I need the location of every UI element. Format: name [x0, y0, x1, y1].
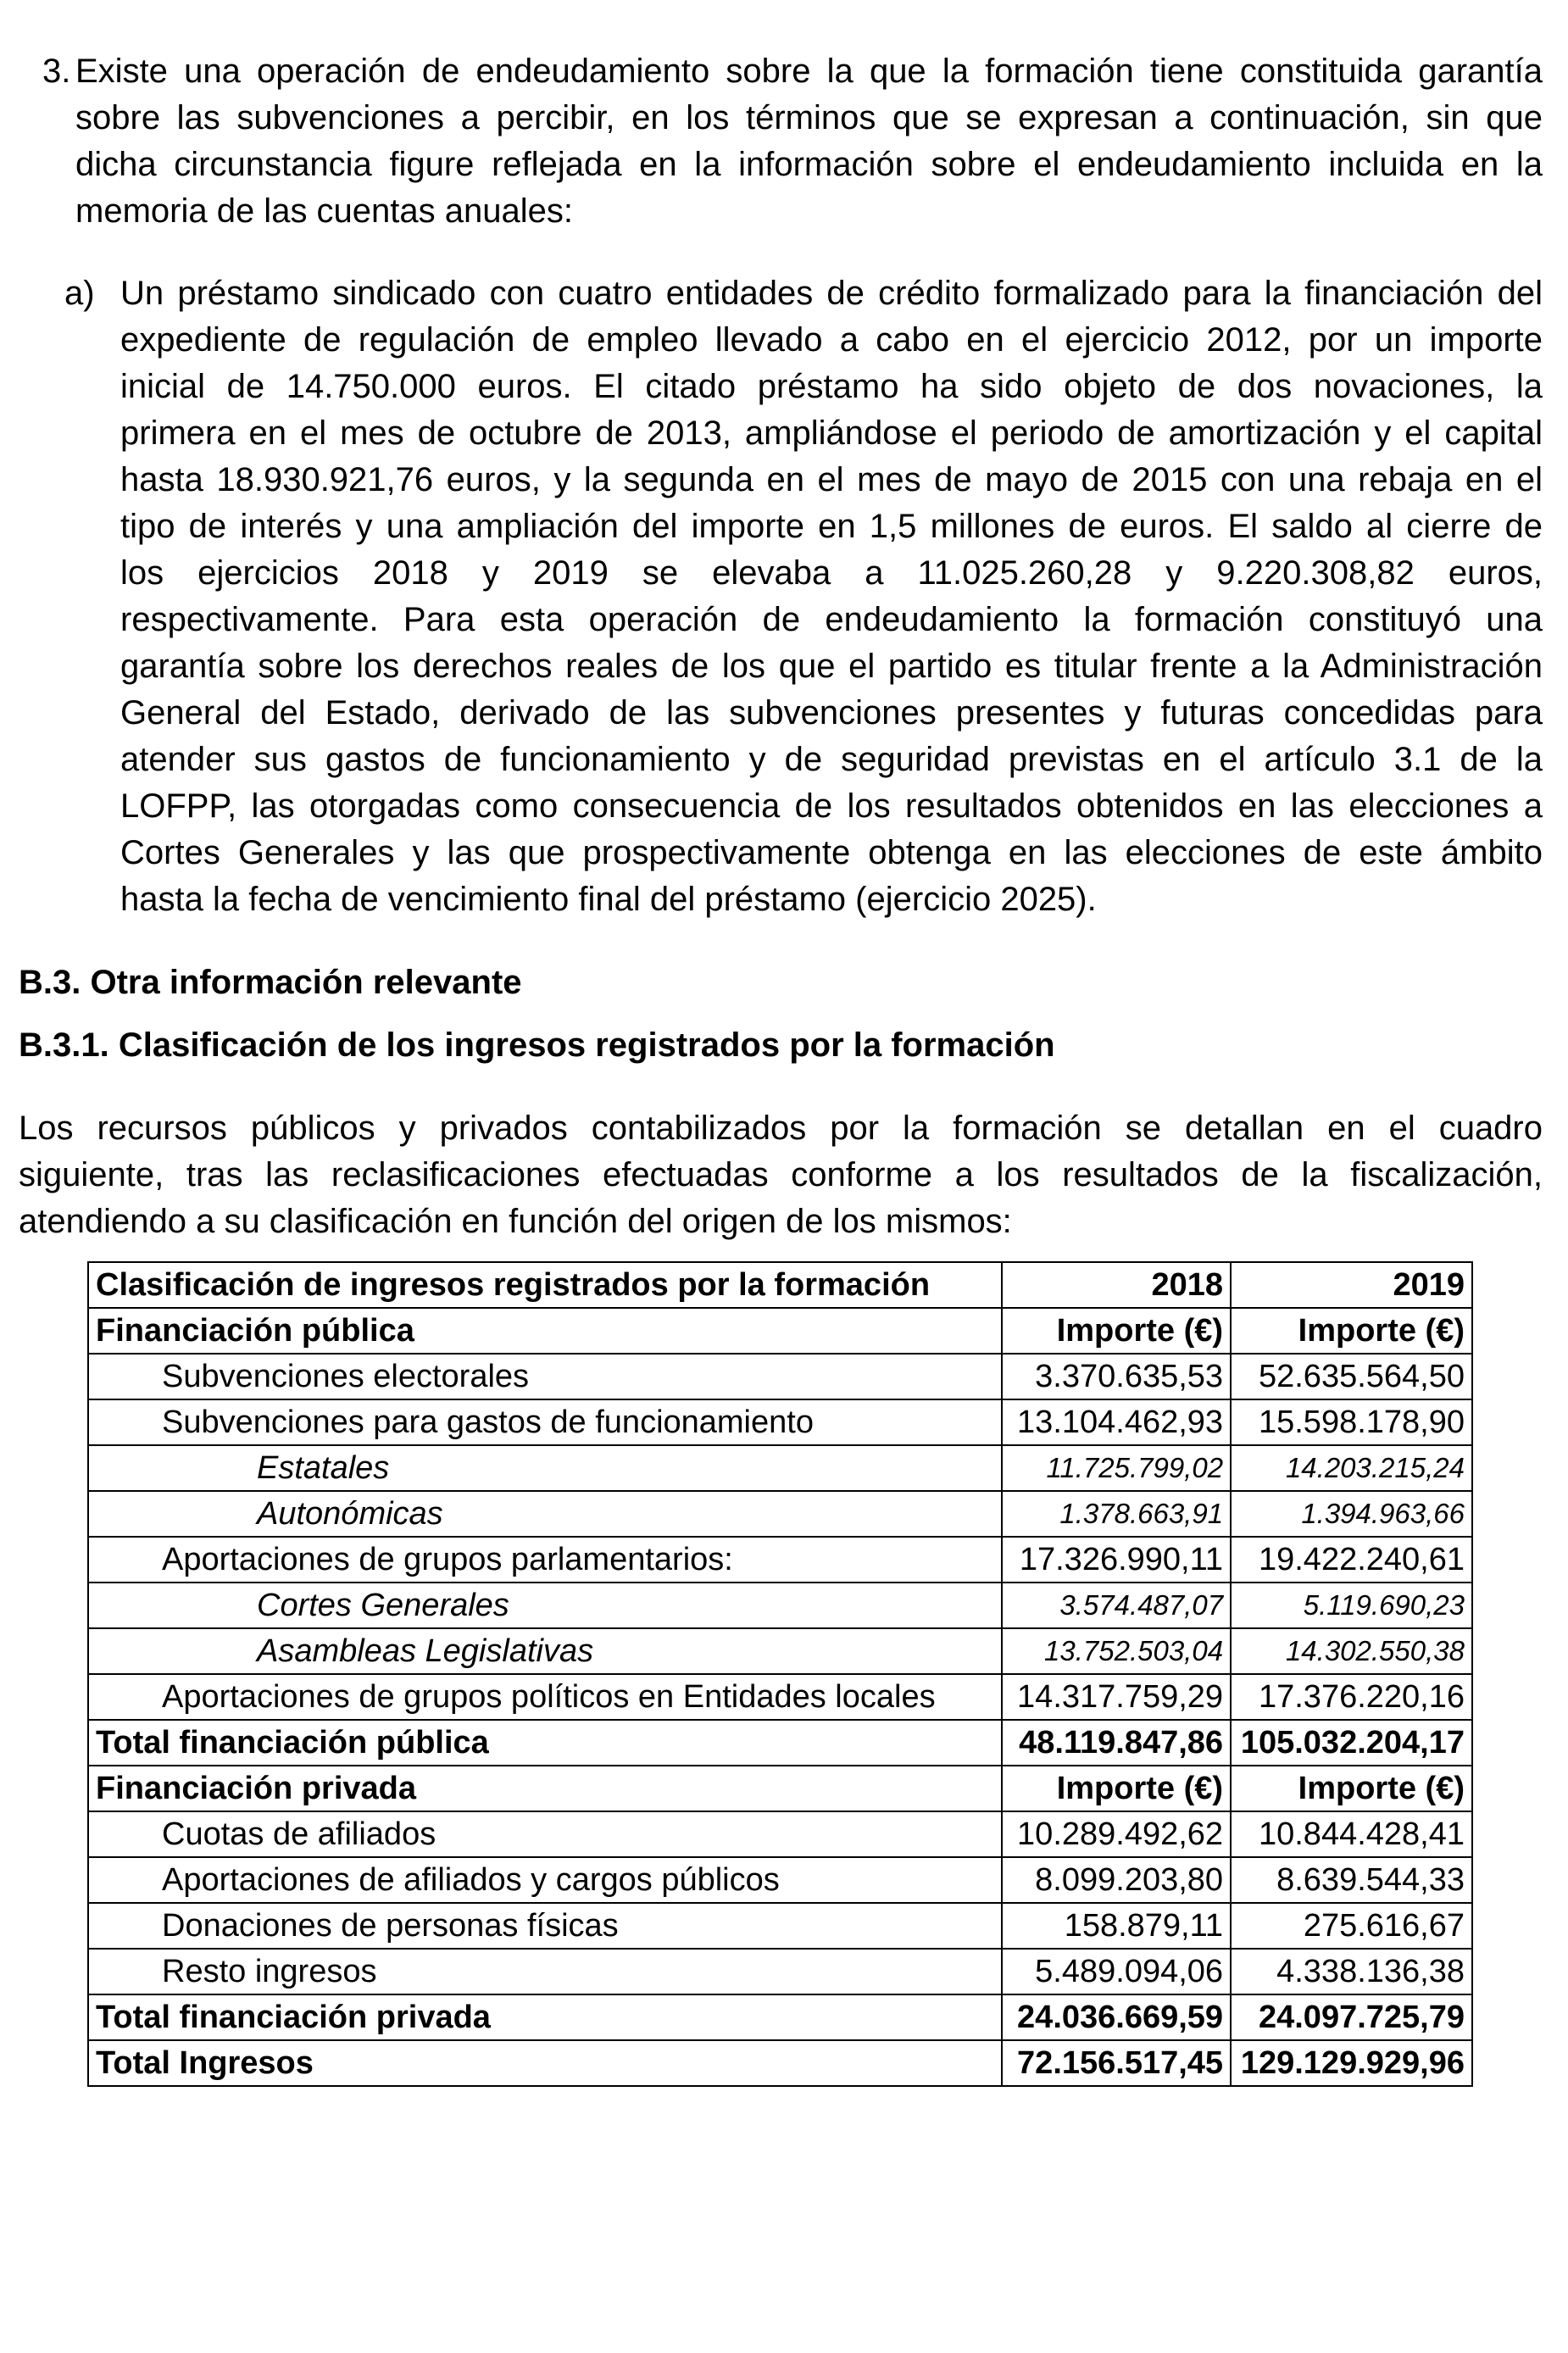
table-cell: 14.317.759,29	[1002, 1674, 1231, 1720]
paragraph-line: hasta la fecha de vencimiento final del préstamo (ejercicio 2025).	[120, 881, 1097, 918]
table-cell: Cortes Generales	[88, 1583, 1002, 1628]
table-cell: Total financiación pública	[88, 1720, 1002, 1766]
table-section-row	[88, 1308, 1472, 1354]
table-cell: 14.203.215,24	[1231, 1445, 1472, 1491]
table-cell: Importe (€)	[1002, 1766, 1231, 1811]
table-cell: 1.378.663,91	[1002, 1491, 1231, 1537]
table-cell: 5.489.094,06	[1002, 1949, 1231, 1994]
intro-paragraph	[19, 1105, 1543, 1245]
table-cell: 10.289.492,62	[1002, 1811, 1231, 1857]
paragraph-line: expediente de regulación de empleo llevado a cabo en el ejercicio 2012, por un importe	[120, 321, 1543, 359]
table-row	[88, 1674, 1472, 1720]
paragraph-line: General del Estado, derivado de las subvenciones presentes y futuras concedidas para	[120, 694, 1543, 731]
paragraph-line: inicial de 14.750.000 euros. El citado préstamo ha sido objeto de dos novaciones, la	[120, 368, 1543, 405]
table-row	[88, 1445, 1472, 1491]
paragraph-line: LOFPP, las otorgadas como consecuencia de los resultados obtenidos en las elecciones a	[120, 787, 1543, 825]
subsection-heading: B.3.1. Clasificación de los ingresos registrados por la formación	[19, 1026, 1055, 1064]
paragraph-line: Los recursos públicos y privados contabilizados por la formación se detallan en el cuadro	[19, 1110, 1543, 1147]
item-number: 3.	[42, 53, 71, 90]
table-row	[88, 1354, 1472, 1399]
table-total-row	[88, 1994, 1472, 2040]
table-section-row	[88, 1766, 1472, 1811]
table-cell: Aportaciones de grupos políticos en Entidades locales	[88, 1674, 1002, 1720]
table-cell: 13.104.462,93	[1002, 1399, 1231, 1445]
table-cell: 105.032.204,17	[1231, 1720, 1472, 1766]
paragraph-line: memoria de las cuentas anuales:	[75, 192, 573, 230]
table-cell: 17.326.990,11	[1002, 1537, 1231, 1583]
table-row	[88, 1811, 1472, 1857]
table-cell: Asambleas Legislativas	[88, 1628, 1002, 1674]
table-header-row	[88, 1262, 1472, 1308]
paragraph-line: tipo de interés y una ampliación del importe en 1,5 millones de euros. El saldo al cierre de	[120, 508, 1543, 545]
header-cell: 2018	[1002, 1262, 1231, 1308]
table-cell: Financiación pública	[88, 1308, 1002, 1354]
paragraph-line: respectivamente. Para esta operación de endeudamiento la formación constituyó una	[120, 601, 1543, 638]
table-cell: Aportaciones de afiliados y cargos públicos	[88, 1857, 1002, 1903]
paragraph-line: hasta 18.930.921,76 euros, y la segunda en el mes de mayo de 2015 con una rebaja en el	[120, 461, 1543, 498]
paragraph-line: Existe una operación de endeudamiento sobre la que la formación tiene constituida garantía	[75, 53, 1543, 90]
table-cell: 19.422.240,61	[1231, 1537, 1472, 1583]
table-cell: 10.844.428,41	[1231, 1811, 1472, 1857]
table-cell: 72.156.517,45	[1002, 2040, 1231, 2086]
table-cell: Total financiación privada	[88, 1994, 1002, 2040]
item-a-paragraph	[120, 270, 1543, 923]
table-row	[88, 1949, 1472, 1994]
item-3-paragraph	[75, 48, 1543, 235]
table-cell: 4.338.136,38	[1231, 1949, 1472, 1994]
paragraph-line: dicha circunstancia figure reflejada en la información sobre el endeudamiento incluida en la	[75, 146, 1543, 183]
table-cell: 5.119.690,23	[1231, 1583, 1472, 1628]
table-cell: 24.097.725,79	[1231, 1994, 1472, 2040]
table-cell: 14.302.550,38	[1231, 1628, 1472, 1674]
paragraph-line: siguiente, tras las reclasificaciones efectuadas conforme a los resultados de la fiscalización,	[19, 1156, 1543, 1193]
table-cell: Autonómicas	[88, 1491, 1002, 1537]
paragraph-line: Cortes Generales y las que prospectivamente obtenga en las elecciones de este ámbito	[120, 834, 1543, 871]
paragraph-line: garantía sobre los derechos reales de los que el partido es titular frente a la Administración	[120, 648, 1543, 685]
table-cell: Donaciones de personas físicas	[88, 1903, 1002, 1949]
table-cell: 275.616,67	[1231, 1903, 1472, 1949]
table-cell: 8.099.203,80	[1002, 1857, 1231, 1903]
table-cell: Total Ingresos	[88, 2040, 1002, 2086]
table-row	[88, 1628, 1472, 1674]
table-cell: Subvenciones para gastos de funcionamiento	[88, 1399, 1002, 1445]
table-cell: Importe (€)	[1002, 1308, 1231, 1354]
table-cell: Importe (€)	[1231, 1308, 1472, 1354]
table-cell: Estatales	[88, 1445, 1002, 1491]
table-total-row	[88, 1720, 1472, 1766]
table-row	[88, 1491, 1472, 1537]
table-cell: 24.036.669,59	[1002, 1994, 1231, 2040]
table-cell: 8.639.544,33	[1231, 1857, 1472, 1903]
table-cell: Financiación privada	[88, 1766, 1002, 1811]
paragraph-line: primera en el mes de octubre de 2013, ampliándose el periodo de amortización y el capital	[120, 414, 1543, 452]
table-row	[88, 1399, 1472, 1445]
item-letter: a)	[64, 275, 95, 312]
paragraph-line: sobre las subvenciones a percibir, en los términos que se expresan a continuación, sin que	[75, 99, 1543, 136]
table-cell: 1.394.963,66	[1231, 1491, 1472, 1537]
table-row	[88, 1537, 1472, 1583]
table-cell: 129.129.929,96	[1231, 2040, 1472, 2086]
income-classification-table	[87, 1261, 1473, 2087]
paragraph-line: atender sus gastos de funcionamiento y de seguridad previstas en el artículo 3.1 de la	[120, 741, 1543, 778]
table-row	[88, 1857, 1472, 1903]
table-cell: Importe (€)	[1231, 1766, 1472, 1811]
header-cell: Clasificación de ingresos registrados por la formación	[88, 1262, 1002, 1308]
table-cell: 11.725.799,02	[1002, 1445, 1231, 1491]
table-cell: 13.752.503,04	[1002, 1628, 1231, 1674]
table-cell: Subvenciones electorales	[88, 1354, 1002, 1399]
table-cell: 15.598.178,90	[1231, 1399, 1472, 1445]
paragraph-line: los ejercicios 2018 y 2019 se elevaba a 11.025.260,28 y 9.220.308,82 euros,	[120, 554, 1543, 592]
table-cell: Resto ingresos	[88, 1949, 1002, 1994]
paragraph-line: atendiendo a su clasificación en función del origen de los mismos:	[19, 1203, 1012, 1240]
section-heading: B.3. Otra información relevante	[19, 964, 522, 1001]
table-cell: Cuotas de afiliados	[88, 1811, 1002, 1857]
table-cell: 3.574.487,07	[1002, 1583, 1231, 1628]
table-cell: Aportaciones de grupos parlamentarios:	[88, 1537, 1002, 1583]
paragraph-line: Un préstamo sindicado con cuatro entidades de crédito formalizado para la financiación del	[120, 275, 1543, 312]
table-row	[88, 1583, 1472, 1628]
header-cell: 2019	[1231, 1262, 1472, 1308]
table-cell: 158.879,11	[1002, 1903, 1231, 1949]
table-cell: 17.376.220,16	[1231, 1674, 1472, 1720]
table-cell: 3.370.635,53	[1002, 1354, 1231, 1399]
table-cell: 52.635.564,50	[1231, 1354, 1472, 1399]
table-grand-total-row	[88, 2040, 1472, 2086]
table-row	[88, 1903, 1472, 1949]
table-cell: 48.119.847,86	[1002, 1720, 1231, 1766]
